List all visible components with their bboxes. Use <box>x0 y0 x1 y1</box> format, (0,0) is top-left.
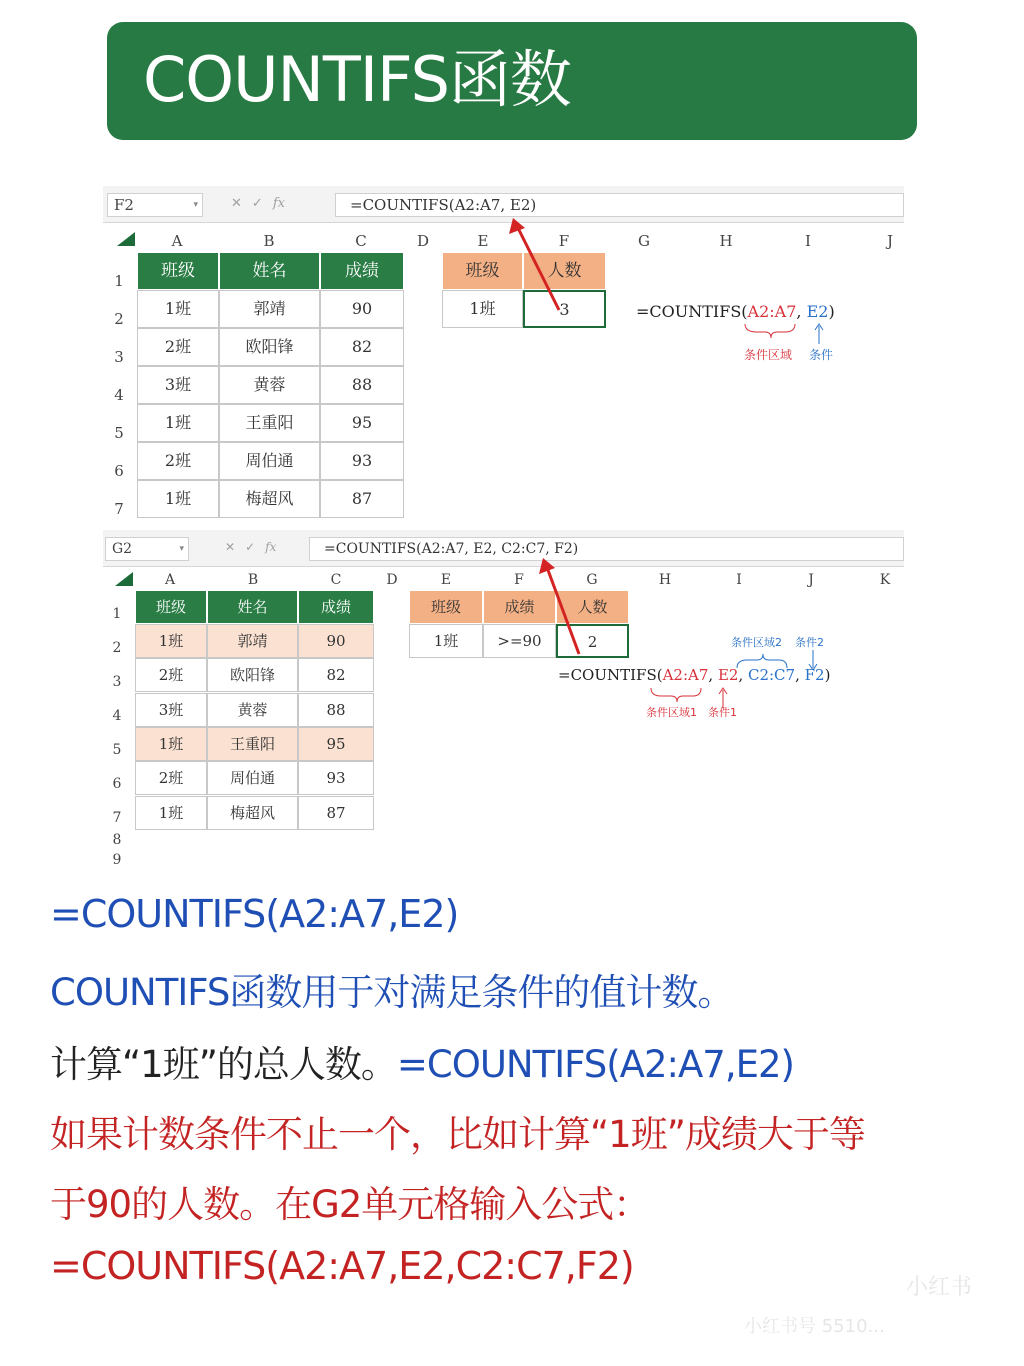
table-cell[interactable]: 2班 <box>137 328 219 366</box>
table-cell[interactable]: 93 <box>298 761 374 795</box>
annot-suffix: ) <box>824 666 831 684</box>
label-range2: 条件区域2 <box>731 636 782 649</box>
column-header-c[interactable]: C <box>330 572 342 588</box>
watermark-id: 小红书号 5510... <box>744 1316 885 1337</box>
row-header-6[interactable]: 6 <box>112 776 122 792</box>
row-header-7[interactable]: 7 <box>112 810 122 826</box>
row-header-6[interactable]: 6 <box>114 462 124 480</box>
chevron-down-icon[interactable]: ▾ <box>179 544 184 554</box>
table-cell[interactable]: 黄蓉 <box>219 366 320 404</box>
column-header-d[interactable]: D <box>416 232 430 250</box>
row-header-4[interactable]: 4 <box>114 386 124 404</box>
annot-range1: A2:A7 <box>662 666 709 684</box>
select-all-corner[interactable] <box>115 572 133 586</box>
table-cell[interactable]: 88 <box>298 693 374 727</box>
column-header-h[interactable]: H <box>719 232 733 250</box>
row-header-3[interactable]: 3 <box>112 674 122 690</box>
annot-crit: E2 <box>806 302 829 321</box>
column-header-b[interactable]: B <box>263 232 275 250</box>
table-cell[interactable]: 2班 <box>135 761 207 795</box>
column-header-j[interactable]: J <box>808 572 814 588</box>
annot-crit1: E2 <box>717 666 739 684</box>
column-header-f[interactable]: F <box>514 572 524 588</box>
table-cell[interactable]: 90 <box>320 290 404 328</box>
formula-text: =COUNTIFS(A2:A7, E2, C2:C7, F2) <box>324 541 579 557</box>
table-header-cell[interactable]: 班级 <box>137 252 219 290</box>
formula-bar <box>103 530 904 567</box>
label-range: 条件区域 <box>744 348 793 362</box>
cancel-icon[interactable]: ✕ <box>231 196 242 211</box>
column-header-f[interactable]: F <box>558 232 570 250</box>
table-cell[interactable]: 87 <box>320 480 404 518</box>
table-header-cell[interactable]: 姓名 <box>219 252 320 290</box>
table-cell[interactable]: 周伯通 <box>207 761 298 795</box>
example-line <box>50 1034 794 1088</box>
row-header-9[interactable]: 9 <box>112 852 122 868</box>
annot-prefix: =COUNTIFS( <box>636 302 748 321</box>
table-cell[interactable]: 周伯通 <box>219 442 320 480</box>
table-cell[interactable]: 梅超风 <box>219 480 320 518</box>
table-cell[interactable]: 1班 <box>135 727 207 761</box>
criteria-value-cell[interactable]: 3 <box>523 290 606 328</box>
table-cell[interactable]: 黄蓉 <box>207 693 298 727</box>
annot-sep: , <box>796 302 807 321</box>
description-line: COUNTIFS函数用于对满足条件的值计数。 <box>50 971 734 1014</box>
title-banner <box>107 22 917 140</box>
table-cell[interactable]: 82 <box>298 658 374 692</box>
table-cell[interactable]: 3班 <box>135 693 207 727</box>
column-header-k[interactable]: K <box>879 572 891 588</box>
criteria-header-cell[interactable]: 班级 <box>442 252 523 290</box>
label-crit1: 条件1 <box>708 706 737 719</box>
column-header-i[interactable]: I <box>736 572 742 588</box>
watermark-logo: 小红书 <box>906 1275 973 1300</box>
table-cell[interactable]: 2班 <box>135 658 207 692</box>
row-header-4[interactable]: 4 <box>112 708 122 724</box>
cancel-icon[interactable]: ✕ <box>225 540 236 554</box>
row-header-1[interactable]: 1 <box>114 272 124 290</box>
column-header-i[interactable]: I <box>805 232 811 250</box>
name-box-value: G2 <box>112 541 133 557</box>
criteria-header-cell[interactable]: 成绩 <box>483 590 556 624</box>
criteria-header-cell[interactable]: 人数 <box>556 590 629 624</box>
table-cell[interactable]: 梅超风 <box>207 796 298 830</box>
formula-input[interactable] <box>309 537 904 561</box>
table-cell[interactable]: 1班 <box>137 480 219 518</box>
row-header-1[interactable]: 1 <box>112 606 122 622</box>
formula-icons <box>231 196 295 211</box>
label-criteria: 条件 <box>809 348 834 362</box>
criteria-value-cell[interactable]: 1班 <box>409 624 483 658</box>
multi-criteria-line-1: 如果计数条件不止一个，比如计算“1班”成绩大于等 <box>50 1113 865 1156</box>
column-header-a[interactable]: A <box>164 572 176 588</box>
table-header-cell[interactable]: 成绩 <box>320 252 404 290</box>
column-header-j[interactable]: J <box>886 232 893 250</box>
table-cell[interactable]: 93 <box>320 442 404 480</box>
column-header-g[interactable]: G <box>586 572 598 588</box>
table-cell[interactable]: 欧阳锋 <box>207 658 298 692</box>
label-range1: 条件区域1 <box>646 706 697 719</box>
banner-title: COUNTIFS函数 <box>143 43 571 116</box>
table-cell[interactable]: 郭靖 <box>219 290 320 328</box>
annot-range: A2:A7 <box>747 302 797 321</box>
example-text: 计算“1班”的总人数。 <box>50 1043 397 1086</box>
annot-crit2: F2 <box>804 666 825 684</box>
row-header-5[interactable]: 5 <box>112 742 122 758</box>
name-box[interactable] <box>105 537 189 561</box>
table-cell[interactable]: 欧阳锋 <box>219 328 320 366</box>
criteria-value-cell[interactable]: 2 <box>556 624 629 658</box>
arrow-icon <box>533 554 593 664</box>
annot-suffix: ) <box>828 302 835 321</box>
column-header-a[interactable]: A <box>171 232 183 250</box>
criteria-header-cell[interactable]: 班级 <box>409 590 483 624</box>
column-header-d[interactable]: D <box>386 572 398 588</box>
row-header-3[interactable]: 3 <box>114 348 124 366</box>
name-box[interactable] <box>107 193 203 217</box>
name-box-value: F2 <box>114 196 134 214</box>
formula-text: =COUNTIFS(A2:A7, E2) <box>350 196 537 214</box>
column-header-b[interactable]: B <box>247 572 259 588</box>
table-header-cell[interactable]: 成绩 <box>298 590 374 624</box>
chevron-down-icon[interactable]: ▾ <box>193 200 198 210</box>
select-all-corner[interactable] <box>117 232 135 246</box>
table-cell[interactable]: 1班 <box>135 796 207 830</box>
spreadsheet-2 <box>103 530 904 870</box>
arrow-icon <box>503 214 573 324</box>
annotation-brackets <box>703 322 843 348</box>
table-cell[interactable]: 1班 <box>137 290 219 328</box>
formula-line-2: =COUNTIFS(A2:A7,E2,C2:C7,F2) <box>50 1244 634 1288</box>
table-cell[interactable]: 1班 <box>137 404 219 442</box>
annot-prefix: =COUNTIFS( <box>558 666 663 684</box>
column-header-g[interactable]: G <box>638 232 650 250</box>
row-header-7[interactable]: 7 <box>114 500 124 518</box>
row-header-2[interactable]: 2 <box>114 310 124 328</box>
annot-sep2: , <box>738 666 748 684</box>
confirm-icon[interactable]: ✓ <box>245 540 256 554</box>
column-header-e[interactable]: E <box>477 232 489 250</box>
formula-icons <box>225 540 286 554</box>
annot-sep1: , <box>708 666 718 684</box>
example-formula: =COUNTIFS(A2:A7,E2) <box>396 1043 794 1086</box>
function-icon[interactable]: fx <box>265 540 277 554</box>
multi-criteria-line-2: 于90的人数。在G2单元格输入公式： <box>50 1183 650 1226</box>
column-header-c[interactable]: C <box>355 232 367 250</box>
criteria-header-cell[interactable]: 人数 <box>523 252 606 290</box>
row-header-2[interactable]: 2 <box>112 640 122 656</box>
column-header-h[interactable]: H <box>658 572 672 588</box>
table-cell[interactable]: 95 <box>298 727 374 761</box>
formula-line-1: =COUNTIFS(A2:A7,E2) <box>50 892 459 936</box>
formula-annotation <box>636 302 835 321</box>
label-crit2: 条件2 <box>795 636 824 649</box>
table-cell[interactable]: 3班 <box>137 366 219 404</box>
table-cell[interactable]: 87 <box>298 796 374 830</box>
spreadsheet-1 <box>103 186 904 526</box>
column-header-e[interactable]: E <box>440 572 452 588</box>
table-header-cell[interactable]: 姓名 <box>207 590 298 624</box>
annot-sep3: , <box>795 666 805 684</box>
row-header-5[interactable]: 5 <box>114 424 124 442</box>
row-header-8[interactable]: 8 <box>112 832 122 848</box>
table-cell[interactable]: 95 <box>320 404 404 442</box>
annot-range2: C2:C7 <box>747 666 796 684</box>
table-cell[interactable]: 82 <box>320 328 404 366</box>
formula-input[interactable] <box>335 193 904 217</box>
table-cell[interactable]: 王重阳 <box>207 727 298 761</box>
criteria-value-cell[interactable]: >=90 <box>483 624 556 658</box>
criteria-value-cell[interactable]: 1班 <box>442 290 523 328</box>
table-cell[interactable]: 郭靖 <box>207 624 298 658</box>
table-cell[interactable]: 90 <box>298 624 374 658</box>
confirm-icon[interactable]: ✓ <box>251 196 263 211</box>
table-cell[interactable]: 王重阳 <box>219 404 320 442</box>
table-header-cell[interactable]: 班级 <box>135 590 207 624</box>
table-cell[interactable]: 1班 <box>135 624 207 658</box>
function-icon[interactable]: fx <box>272 196 285 211</box>
table-cell[interactable]: 88 <box>320 366 404 404</box>
formula-annotation <box>558 666 830 684</box>
table-cell[interactable]: 2班 <box>137 442 219 480</box>
